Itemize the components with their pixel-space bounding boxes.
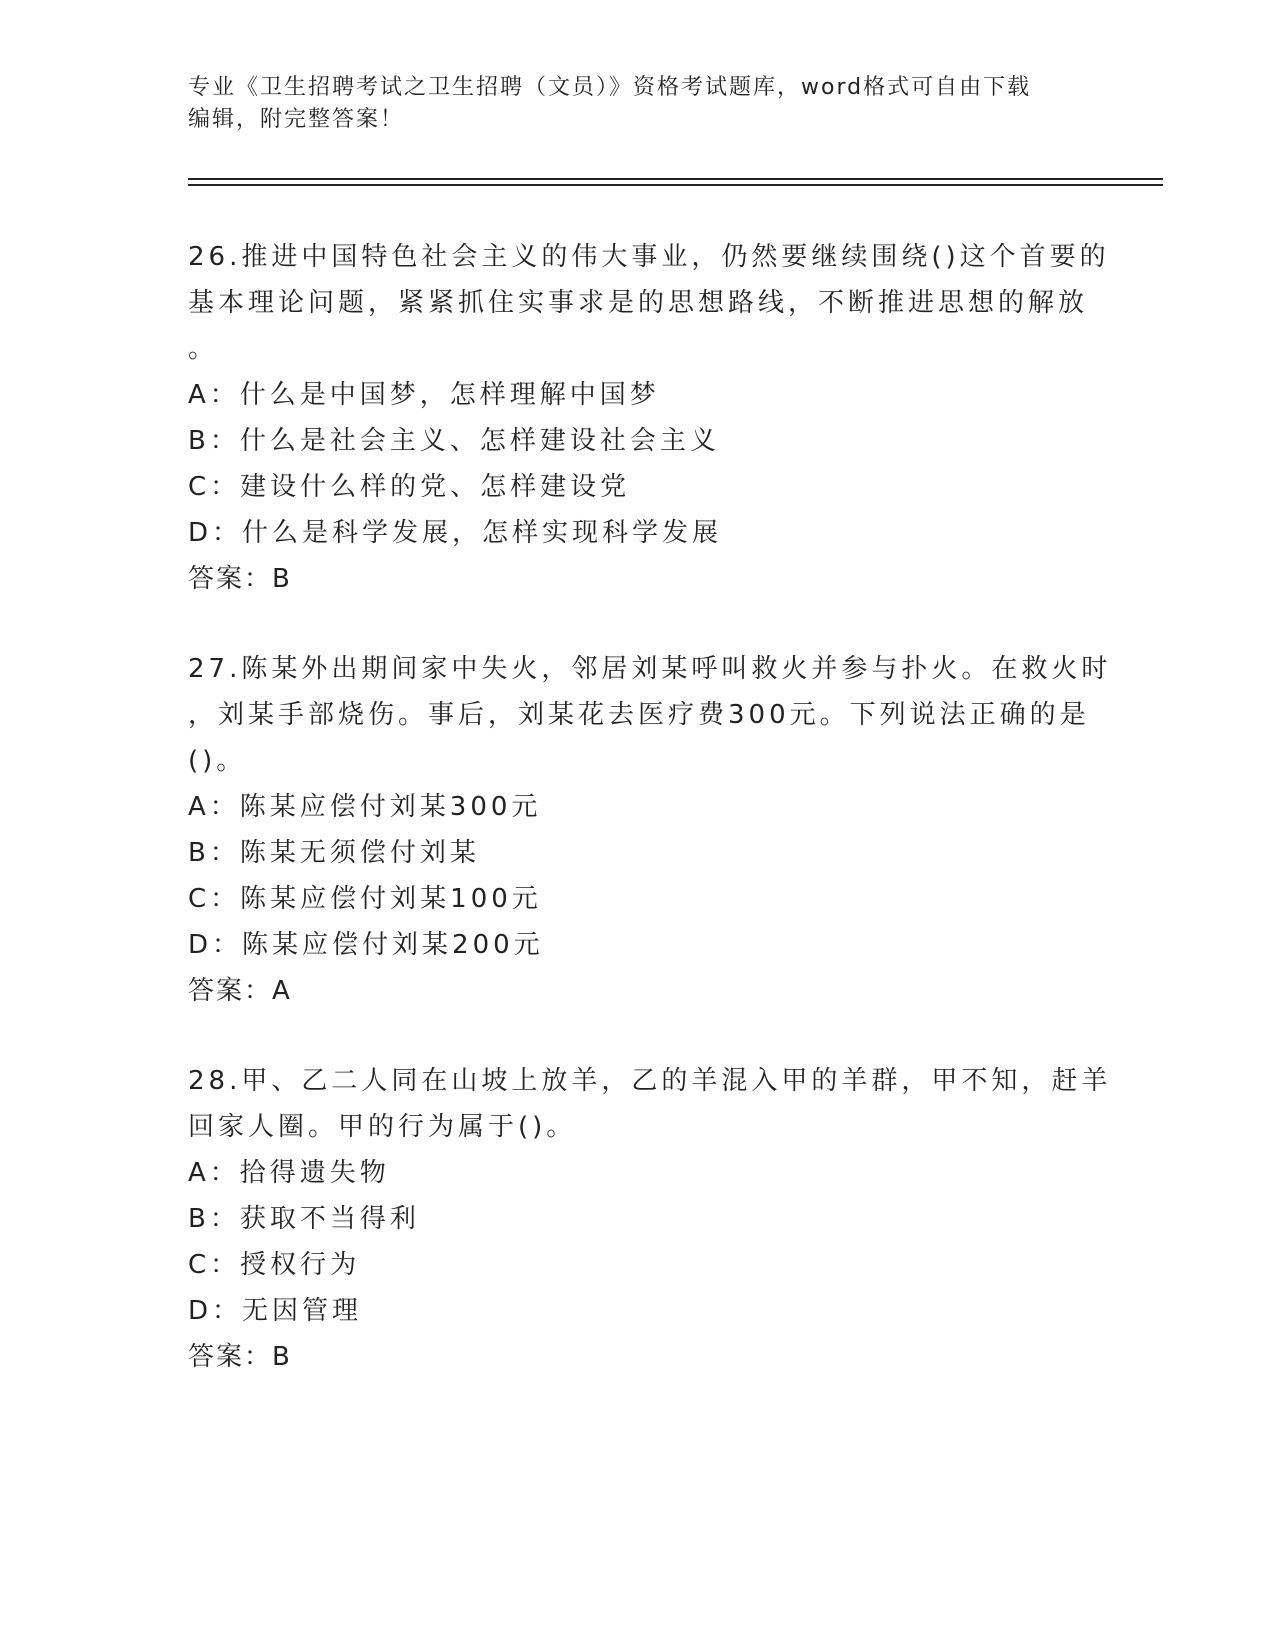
option-c: C：授权行为 [188,1250,361,1280]
option-a: A：陈某应偿付刘某300元 [188,792,542,822]
answer: 答案：B [188,564,292,594]
stem-line: 回家人圈。甲的行为属于()。 [188,1112,577,1142]
question-stem [188,234,1110,372]
question-stem [188,1058,1112,1150]
header-line-1: 专业《卫生招聘考试之卫生招聘（文员）》资格考试题库，word格式可自由下载 [188,75,1032,100]
option-d: D：什么是科学发展，怎样实现科学发展 [188,518,723,548]
question-stem [188,646,1112,784]
option-b: B：陈某无须偿付刘某 [188,838,480,868]
header-divider-bottom [188,184,1163,186]
stem-line: ，刘某手部烧伤。事后，刘某花去医疗费300元。下列说法正确的是 [188,700,1090,730]
stem-line: 。 [188,334,219,364]
header-line-2: 编辑，附完整答案！ [188,107,405,132]
question-26 [188,234,1110,602]
stem-line: 26.推进中国特色社会主义的伟大事业，仍然要继续围绕()这个首要的 [188,242,1110,272]
document-header [188,72,1088,136]
option-b: B：什么是社会主义、怎样建设社会主义 [188,426,720,456]
option-c: C：陈某应偿付刘某100元 [188,884,542,914]
stem-line: 27.陈某外出期间家中失火，邻居刘某呼叫救火并参与扑火。在救火时 [188,654,1112,684]
option-a: A：拾得遗失物 [188,1158,390,1188]
option-c: C：建设什么样的党、怎样建设党 [188,472,631,502]
question-27 [188,646,1112,1014]
option-d: D：无因管理 [188,1296,363,1326]
answer: 答案：B [188,1342,292,1372]
stem-line: 基本理论问题，紧紧抓住实事求是的思想路线，不断推进思想的解放 [188,288,1089,318]
header-divider-top [188,178,1163,180]
option-a: A：什么是中国梦，怎样理解中国梦 [188,380,660,410]
option-b: B：获取不当得利 [188,1204,420,1234]
option-d: D：陈某应偿付刘某200元 [188,930,544,960]
stem-line: ()。 [188,746,247,776]
question-28 [188,1058,1112,1380]
answer: 答案：A [188,976,292,1006]
stem-line: 28.甲、乙二人同在山坡上放羊，乙的羊混入甲的羊群，甲不知，赶羊 [188,1066,1112,1096]
